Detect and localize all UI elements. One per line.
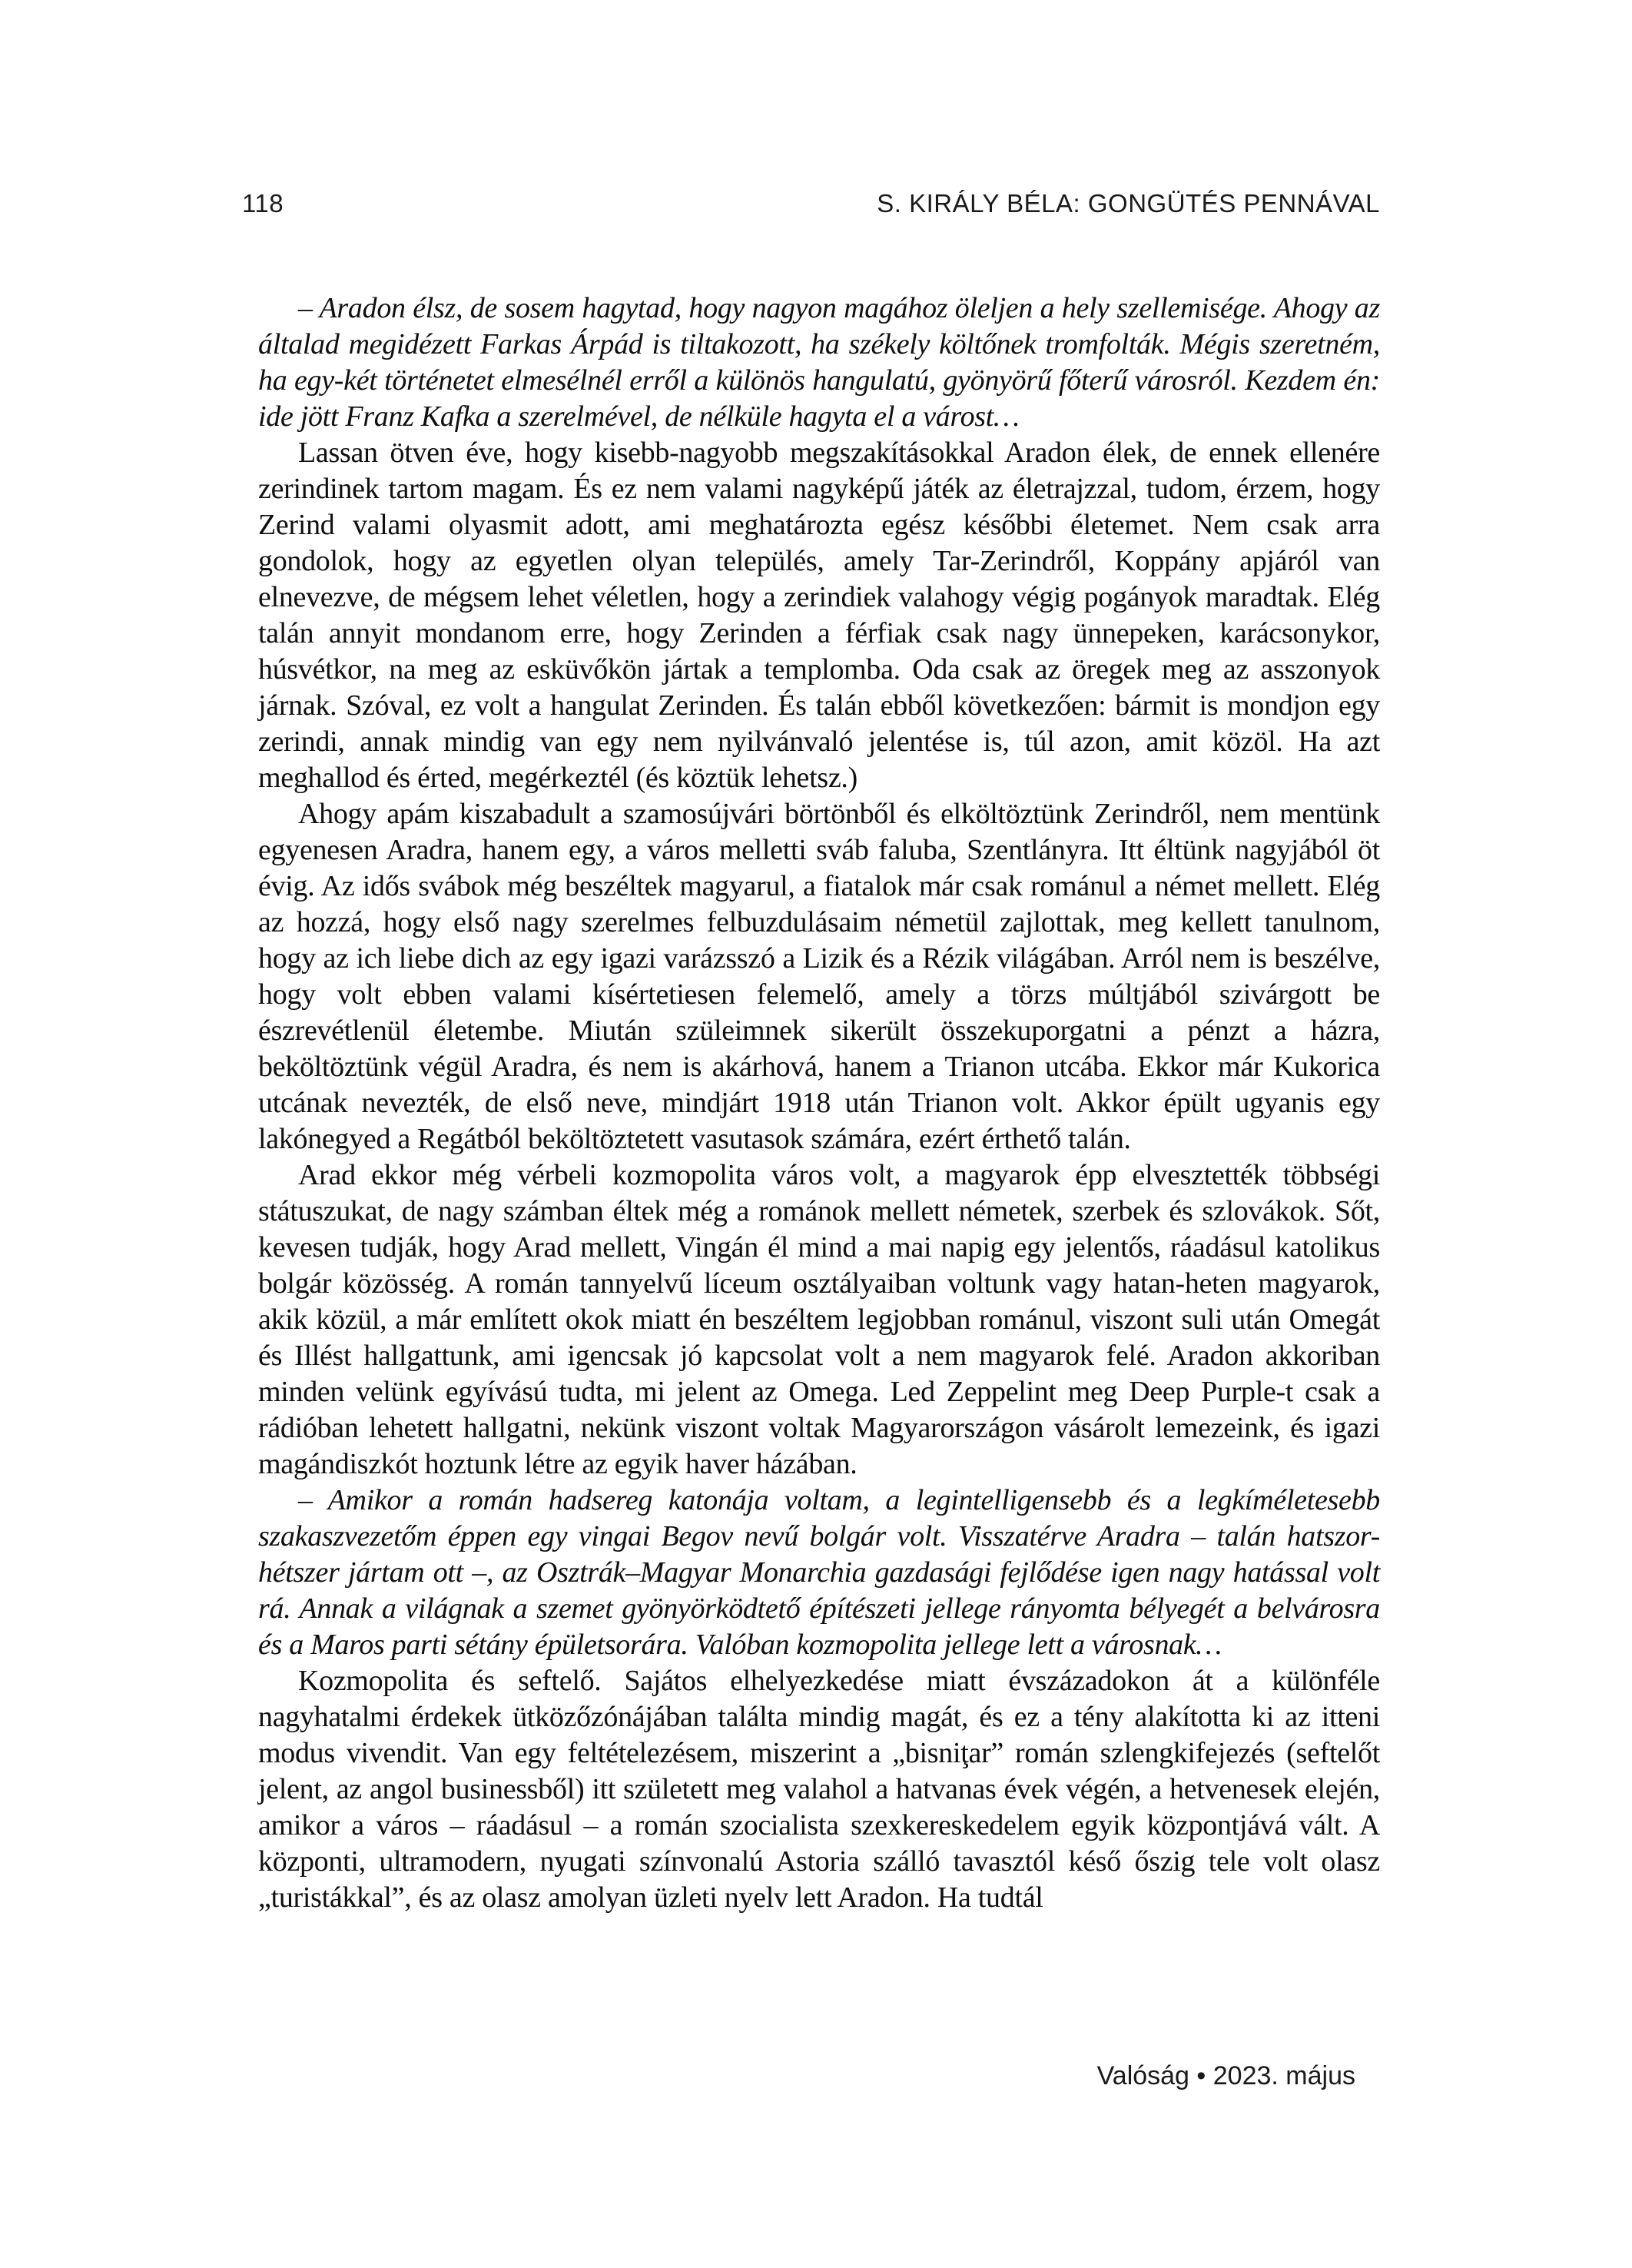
- page-header: [242, 189, 1380, 218]
- page-number: 118: [242, 189, 284, 218]
- paragraph-answer-1: Lassan ötven éve, hogy kisebb-nagyobb megszakításokkal Aradon élek, de ennek ellenére zerindinek tartom magam. És ez nem valami nagyképű játék az életrajzzal, tudom, érzem, hogy Zerind valami olyasmit adott, ami meghatározta egész későbbi életemet. Nem csak arra gondolok, hogy az egyetlen olyan település, amely Tar-Zerindről, Koppány apjáról van elnevezve, de mégsem lehet véletlen, hogy a zerindiek valahogy végig pogányok maradtak. Elég talán annyit mondanom erre, hogy Zerinden a férfiak csak nagy ünnepeken, karácsonykor, húsvétkor, na meg az esküvőkön jártak a templomba. Oda csak az öregek meg az asszonyok járnak. Szóval, ez volt a hangulat Zerinden. És talán ebből következően: bármit is mondjon egy zerindi, annak mindig van egy nem nyilvánvaló jelentése is, túl azon, amit közöl. Ha azt meghallod és érted, megérkeztél (és köztük lehetsz.): [258, 437, 1380, 794]
- article-body: [258, 291, 1380, 1916]
- paragraph-interviewer-question-2: – Amikor a román hadsereg katonája voltam, a legintelligensebb és a legkíméletesebb szakaszvezetőm éppen egy vingai Begov nevű bolgár volt. Visszatérve Aradra – talán hatszor-hétszer jártam ott –, az Osztrák–Magyar Monarchia gazdasági fejlődése igen nagy hatással volt rá. Annak a világnak a szemet gyönyörködtető építészeti jellege rányomta bélyegét a belvárosra és a Maros parti sétány épületsorára. Valóban kozmopolita jellege lett a városnak…: [258, 1484, 1380, 1661]
- page-footer: [1097, 2061, 1355, 2091]
- paragraph-answer-3: Arad ekkor még vérbeli kozmopolita város volt, a magyarok épp elvesztették többségi státuszukat, de nagy számban éltek még a románok mellett németek, szerbek és szlovákok. Sőt, kevesen tudják, hogy Arad mellett, Vingán él mind a mai napig egy jelentős, ráadásul katolikus bolgár közösség. A román tannyelvű líceum osztályaiban voltunk vagy hatan-heten magyarok, akik közül, a már említett okok miatt én beszéltem legjobban románul, viszont suli után Omegát és Illést hallgattunk, ami igencsak jó kapcsolat volt a nem magyarok felé. Aradon akkoriban minden velünk egyívású tudta, mi jelent az Omega. Led Zeppelint meg Deep Purple-t csak a rádióban lehetett hallgatni, nekünk viszont voltak Magyarországon vásárolt lemezeink, és igazi magándiszkót hoztunk létre az egyik haver házában.: [258, 1159, 1380, 1480]
- paragraph-answer-2: Ahogy apám kiszabadult a szamosújvári börtönből és elköltöztünk Zerindről, nem mentünk egyenesen Aradra, hanem egy, a város melletti sváb faluba, Szentlányra. Itt éltünk nagyjából öt évig. Az idős svábok még beszéltek magyarul, a fiatalok már csak románul a német mellett. Elég az hozzá, hogy első nagy szerelmes felbuzdulásaim németül zajlottak, meg kellett tanulnom, hogy az ich liebe dich az egy igazi varázsszó a Lizik és a Rézik világában. Arról nem is beszélve, hogy volt ebben valami kísértetiesen felemelő, amely a törzs múltjából szivárgott be észrevétlenül életembe. Miután szüleimnek sikerült összekuporgatni a pénzt a házra, beköltöztünk végül Aradra, és nem is akárhová, hanem a Trianon utcába. Ekkor már Kukorica utcának nevezték, de első neve, mindjárt 1918 után Trianon volt. Akkor épült ugyanis egy lakónegyed a Regátból beköltöztetett vasutasok számára, ezért érthető talán.: [258, 798, 1380, 1155]
- journal-issue-line: Valóság • 2023. május: [1096, 2061, 1355, 2090]
- paragraph-answer-4: Kozmopolita és seftelő. Sajátos elhelyezkedése miatt évszázadokon át a különféle nagyhatalmi érdekek ütközőzónájában találta mindig magát, és ez a tény alakította ki az itteni modus vivendit. Van egy feltételezésem, miszerint a „bisniţar” román szlengkifejezés (seftelőt jelent, az angol businessből) itt született meg valahol a hatvanas évek végén, a hetvenesek elején, amikor a város – ráadásul – a román szocialista szexkereskedelem egyik központjává vált. A központi, ultramodern, nyugati színvonalú Astoria szálló tavasztól késő őszig tele volt olasz „turistákkal”, és az olasz amolyan üzleti nyelv lett Aradon. Ha tudtál: [258, 1665, 1380, 1914]
- running-title: S. KIRÁLY BÉLA: GONGÜTÉS PENNÁVAL: [877, 189, 1380, 218]
- paragraph-interviewer-question-1: – Aradon élsz, de sosem hagytad, hogy nagyon magához öleljen a hely szellemisége. Ahogy az általad megidézett Farkas Árpád is tiltakozott, ha székely költőnek tromfolták. Mégis szeretném, ha egy-két történetet elmesélnél erről a különös hangulatú, gyönyörű főterű városról. Kezdem én: ide jött Franz Kafka a szerelmével, de nélküle hagyta el a várost…: [258, 292, 1380, 433]
